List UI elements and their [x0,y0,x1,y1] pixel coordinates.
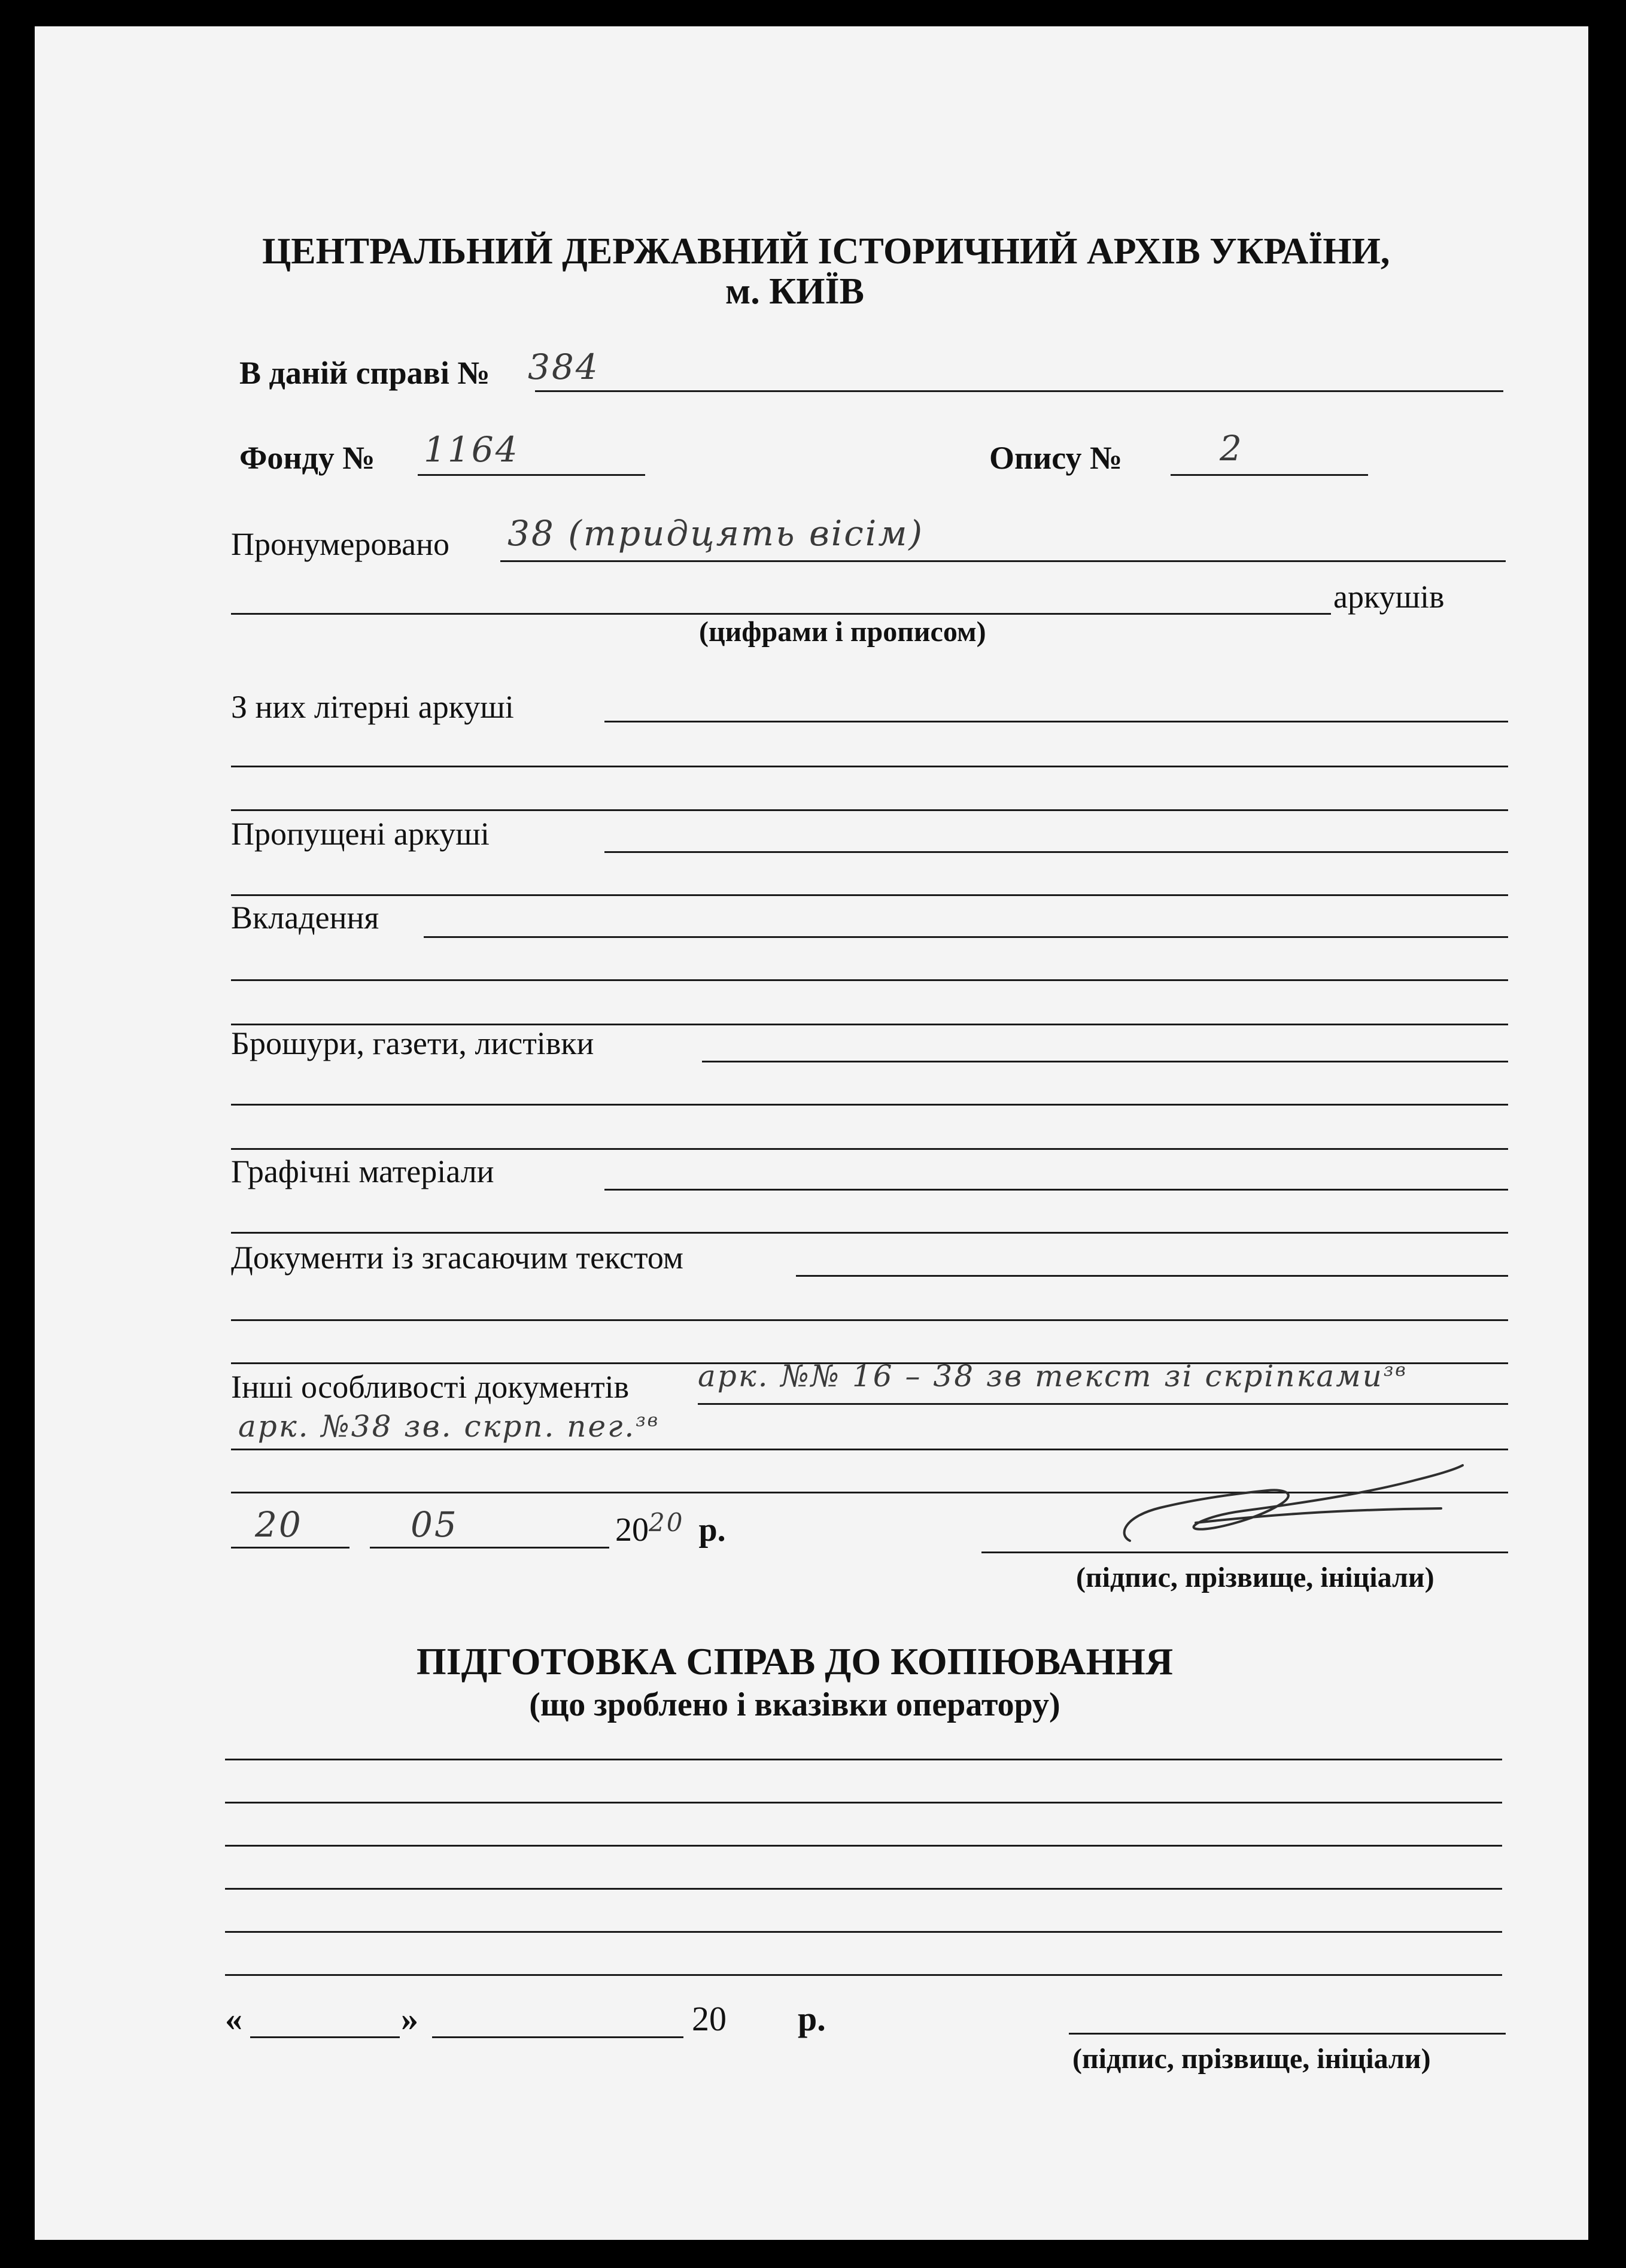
date2-month-underline [432,2036,683,2038]
archive-form-sheet [35,26,1588,2240]
signature2-underline [1069,2033,1506,2035]
date1-day-underline [231,1547,349,1549]
date2-open-quote: « [225,1999,242,2038]
missing-sheets-label: Пропущені аркуші [231,816,490,852]
fading-text-label: Документи із згасаючим текстом [231,1240,683,1276]
other-features-underline-2 [231,1449,1508,1450]
date1-year-unit: р. [698,1511,726,1549]
signature1-underline [981,1552,1508,1553]
numbered-suffix: аркушів [1333,579,1445,615]
date2-year-prefix: 20 [692,1999,727,2038]
opys-value[interactable]: 2 [1220,428,1244,469]
other-features-underline-1 [698,1403,1508,1405]
copy-prep-line-4 [225,1888,1502,1890]
copy-prep-subtitle: (що зроблено і вказівки оператору) [529,1686,1060,1723]
date2-year-unit: р. [798,1999,826,2038]
opys-underline [1171,474,1368,476]
other-features-value-1[interactable]: арк. №№ 16 – 38 зв текст зі скріпками$^{зв}$ [698,1359,1408,1393]
other-features-sup-2: зв [636,1410,660,1431]
letter-sheets-underline-2 [231,766,1508,767]
other-features-label: Інші особливості документів [231,1369,630,1405]
copy-prep-line-6 [225,1974,1502,1976]
letter-sheets-underline-3 [231,809,1508,811]
date2-day-underline [250,2036,400,2038]
signature1-hint: (підпис, прізвище, ініціали) [1076,1562,1434,1593]
copy-prep-line-5 [225,1931,1502,1933]
archive-name: ЦЕНТРАЛЬНИЙ ДЕРЖАВНИЙ ІСТОРИЧНИЙ АРХІВ УКРАЇНИ, [262,231,1390,272]
archive-city: м. КИЇВ [725,271,864,312]
case-label: В даній справі № [239,355,490,391]
date1-year-suffix[interactable]: 20 [649,1508,685,1537]
attachments-underline-2 [231,979,1508,981]
numbered-underline-2 [231,613,1331,615]
numbered-hint: (цифрами і прописом) [699,616,986,648]
fond-underline [418,474,645,476]
graphics-underline-2 [231,1232,1508,1234]
opys-label: Опису № [989,440,1123,476]
numbered-underline-1 [500,560,1506,562]
numbered-value[interactable]: 38 (тридцять вісім) [507,513,925,554]
case-value[interactable]: 384 [528,347,600,387]
copy-prep-line-2 [225,1802,1502,1804]
date1-year [615,1508,726,1549]
copy-prep-line-3 [225,1845,1502,1847]
fond-value[interactable]: 1164 [424,429,519,470]
numbered-label: Пронумеровано [231,526,449,562]
copy-prep-line-1 [225,1759,1502,1760]
fading-text-underline-2 [231,1319,1508,1321]
brochures-underline-2 [231,1104,1508,1106]
brochures-underline-3 [231,1148,1508,1150]
other-features-value-2[interactable]: арк. №38 зв. скрп. пег.$^{зв}$ [238,1409,660,1444]
attachments-underline-1 [424,936,1508,938]
graphics-underline-1 [604,1189,1508,1191]
date1-month-underline [370,1547,609,1549]
date1-year-prefix: 20 [615,1511,649,1549]
date2-year [692,1999,826,2038]
letter-sheets-underline-1 [604,721,1508,722]
graphics-label: Графічні матеріали [231,1153,494,1189]
other-features-sup-1: зв [1383,1359,1408,1381]
fond-label: Фонду № [239,440,375,476]
case-underline [535,390,1503,392]
signature-scribble [1106,1451,1465,1553]
brochures-underline-1 [702,1061,1508,1062]
brochures-label: Брошури, газети, листівки [231,1025,594,1061]
date1-day[interactable]: 20 [255,1504,303,1545]
date2-close-quote: » [401,1999,418,2038]
missing-sheets-underline-1 [604,851,1508,853]
date1-month[interactable]: 05 [411,1504,458,1545]
signature2-hint: (підпис, прізвище, ініціали) [1072,2043,1431,2075]
attachments-label: Вкладення [231,900,379,936]
letter-sheets-label: З них літерні аркуші [231,689,514,725]
fading-text-underline-1 [796,1275,1508,1277]
missing-sheets-underline-2 [231,894,1508,896]
copy-prep-title: ПІДГОТОВКА СПРАВ ДО КОПІЮВАННЯ [416,1640,1174,1683]
